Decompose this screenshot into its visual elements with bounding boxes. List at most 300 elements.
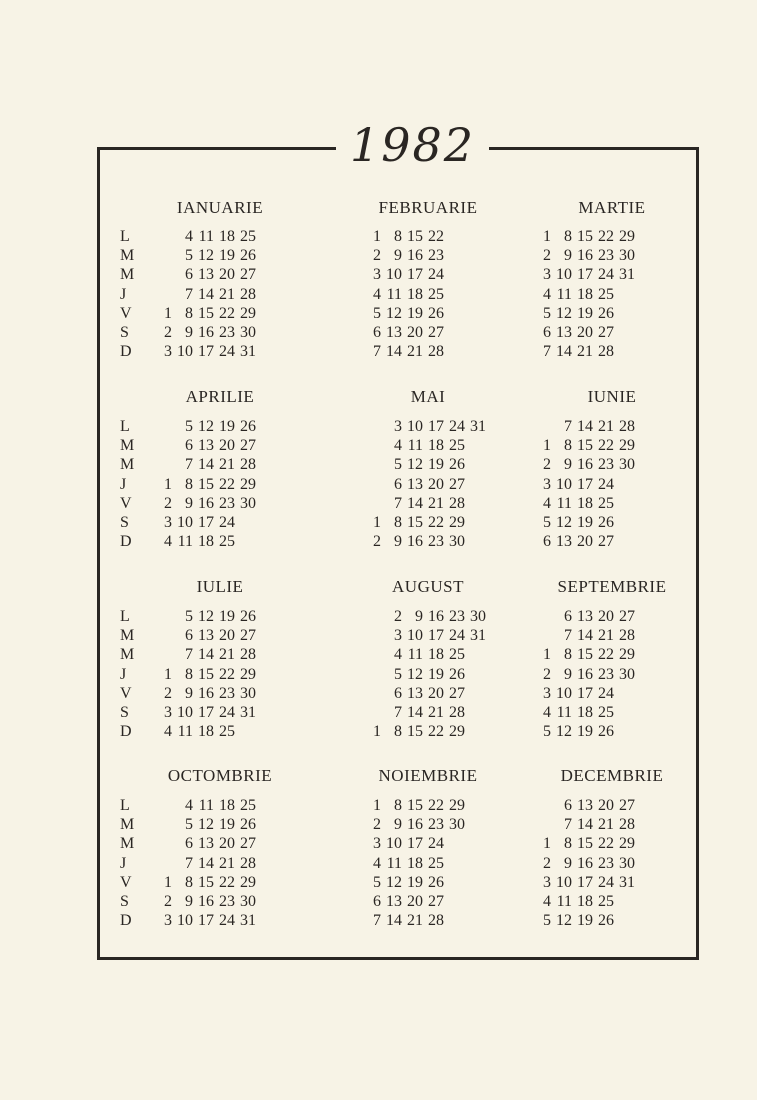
day-number: 24 [219,704,235,721]
day-number: 8 [394,723,402,741]
month-title: DECEMBRIE [560,766,664,785]
day-number: 3 [164,514,172,531]
weekday-label: L [120,608,130,625]
day-number: 20 [428,475,444,493]
day-number: 7 [185,285,193,303]
day-number: 19 [428,456,444,474]
day-number: 23 [449,608,465,625]
day-number: 27 [449,684,465,702]
day-number: 19 [577,304,593,322]
day-number: 22 [428,514,444,531]
day-number: 21 [219,285,235,303]
day-number: 1 [373,723,381,741]
weekday-label: S [120,514,129,531]
day-number: 18 [198,533,214,551]
day-number: 21 [219,456,235,474]
day-number: 16 [577,665,593,683]
month-title: NOIEMBRIE [378,766,478,785]
weekday-label: J [120,285,127,303]
day-number: 1 [543,835,551,853]
weekday-label: M [120,646,135,664]
day-number: 5 [185,418,193,435]
day-number: 26 [240,608,256,625]
day-number: 12 [386,304,402,322]
day-number: 24 [598,266,614,284]
day-number: 24 [598,873,614,891]
day-number: 30 [240,494,256,512]
day-number: 16 [428,608,444,625]
day-number: 17 [428,418,444,435]
day-number: 6 [543,533,551,551]
day-number: 13 [198,266,214,284]
day-number: 25 [598,285,614,303]
day-number: 10 [386,266,402,284]
day-number: 27 [619,608,635,625]
day-number: 27 [240,627,256,645]
day-number: 29 [449,797,465,814]
year-title-wrap [336,118,489,172]
day-number: 23 [428,816,444,834]
day-number: 20 [598,608,614,625]
day-number: 5 [394,665,402,683]
month-title: SEPTEMBRIE [557,577,667,596]
day-number: 31 [619,266,635,284]
day-number: 20 [219,437,235,455]
day-number: 16 [577,854,593,872]
day-number: 26 [240,816,256,834]
day-number: 16 [407,816,423,834]
day-number: 2 [373,533,381,551]
day-number: 24 [449,627,465,645]
day-number: 13 [198,437,214,455]
day-number: 9 [394,816,402,834]
day-number: 7 [373,343,381,361]
day-number: 13 [198,835,214,853]
day-number: 19 [577,514,593,531]
day-number: 6 [185,266,193,284]
day-number: 6 [373,324,381,341]
day-number: 3 [164,343,172,361]
day-number: 14 [577,418,593,435]
day-number: 2 [164,893,172,910]
day-number: 13 [556,324,572,341]
month-title: IULIE [196,577,244,596]
day-number: 9 [185,324,193,341]
day-number: 9 [394,533,402,551]
day-number: 17 [577,266,593,284]
day-number: 19 [219,247,235,265]
day-number: 23 [598,854,614,872]
weekday-label: S [120,704,129,721]
weekday-label: J [120,475,127,493]
day-number: 10 [177,343,193,361]
day-number: 21 [598,627,614,645]
day-number: 22 [428,797,444,814]
day-number: 16 [577,247,593,265]
day-number: 3 [164,912,172,930]
day-number: 15 [407,228,423,245]
day-number: 18 [198,723,214,741]
day-number: 28 [240,456,256,474]
day-number: 10 [407,627,423,645]
day-number: 13 [386,893,402,910]
day-number: 11 [198,797,214,814]
day-number: 8 [564,835,572,853]
day-number: 30 [449,533,465,551]
weekday-label: M [120,456,135,474]
day-number: 29 [240,873,256,891]
day-number: 4 [394,437,402,455]
day-number: 30 [470,608,486,625]
month-title: MARTIE [578,198,646,217]
day-number: 4 [543,285,551,303]
day-number: 21 [428,494,444,512]
day-number: 11 [556,494,572,512]
day-number: 20 [407,893,423,910]
day-number: 23 [219,494,235,512]
day-number: 24 [219,514,235,531]
day-number: 24 [428,266,444,284]
day-number: 14 [407,494,423,512]
day-number: 29 [240,665,256,683]
day-number: 13 [198,627,214,645]
day-number: 27 [240,266,256,284]
day-number: 27 [598,533,614,551]
day-number: 12 [198,247,214,265]
day-number: 19 [219,608,235,625]
day-number: 15 [577,228,593,245]
day-number: 27 [428,324,444,341]
day-number: 12 [198,816,214,834]
day-number: 6 [394,475,402,493]
weekday-label: L [120,418,130,435]
day-number: 4 [164,723,172,741]
day-number: 15 [577,437,593,455]
day-number: 23 [219,684,235,702]
day-number: 4 [543,893,551,910]
day-number: 6 [185,437,193,455]
day-number: 5 [373,873,381,891]
day-number: 4 [394,646,402,664]
year-title: 1982 [350,118,476,172]
day-number: 11 [407,646,423,664]
day-number: 4 [185,797,193,814]
weekday-label: V [120,304,132,322]
day-number: 3 [543,873,551,891]
day-number: 19 [577,912,593,930]
day-number: 7 [185,456,193,474]
day-number: 1 [164,304,172,322]
day-number: 28 [598,343,614,361]
day-number: 14 [386,343,402,361]
day-number: 14 [577,816,593,834]
day-number: 5 [185,608,193,625]
day-number: 28 [428,343,444,361]
day-number: 1 [164,665,172,683]
day-number: 18 [577,704,593,721]
day-number: 2 [543,456,551,474]
day-number: 14 [577,627,593,645]
day-number: 15 [407,797,423,814]
day-number: 28 [449,704,465,721]
month-title: IUNIE [587,387,637,406]
day-number: 27 [449,475,465,493]
day-number: 22 [598,646,614,664]
day-number: 21 [428,704,444,721]
day-number: 31 [240,704,256,721]
day-number: 6 [185,835,193,853]
day-number: 28 [449,494,465,512]
day-number: 15 [577,646,593,664]
day-number: 25 [598,494,614,512]
weekday-label: L [120,228,130,245]
day-number: 14 [407,704,423,721]
day-number: 13 [386,324,402,341]
day-number: 24 [598,684,614,702]
day-number: 19 [577,723,593,741]
day-number: 25 [240,228,256,245]
day-number: 18 [577,494,593,512]
day-number: 2 [543,854,551,872]
day-number: 22 [428,228,444,245]
day-number: 1 [164,475,172,493]
day-number: 6 [394,684,402,702]
day-number: 5 [185,816,193,834]
day-number: 29 [619,437,635,455]
day-number: 25 [449,437,465,455]
day-number: 11 [386,285,402,303]
day-number: 8 [564,437,572,455]
day-number: 2 [373,247,381,265]
day-number: 7 [185,854,193,872]
day-number: 8 [394,228,402,245]
day-number: 13 [556,533,572,551]
day-number: 8 [185,475,193,493]
day-number: 14 [198,854,214,872]
day-number: 18 [577,893,593,910]
day-number: 15 [198,873,214,891]
day-number: 19 [219,816,235,834]
weekday-label: V [120,873,132,891]
day-number: 11 [556,893,572,910]
day-number: 8 [185,304,193,322]
day-number: 23 [219,324,235,341]
day-number: 22 [219,475,235,493]
day-number: 14 [386,912,402,930]
day-number: 10 [177,514,193,531]
day-number: 27 [619,797,635,814]
day-number: 10 [556,873,572,891]
day-number: 15 [407,514,423,531]
day-number: 11 [386,854,402,872]
day-number: 6 [564,608,572,625]
day-number: 3 [373,266,381,284]
day-number: 15 [577,835,593,853]
day-number: 30 [619,854,635,872]
month-title: APRILIE [185,387,255,406]
day-number: 7 [564,627,572,645]
day-number: 18 [407,285,423,303]
day-number: 11 [198,228,214,245]
day-number: 2 [164,494,172,512]
weekday-label: D [120,343,132,361]
day-number: 4 [373,854,381,872]
day-number: 20 [219,266,235,284]
day-number: 16 [198,324,214,341]
day-number: 1 [543,437,551,455]
day-number: 9 [185,684,193,702]
day-number: 1 [373,228,381,245]
weekday-label: L [120,797,130,814]
day-number: 28 [240,646,256,664]
day-number: 15 [198,304,214,322]
day-number: 7 [543,343,551,361]
day-number: 6 [543,324,551,341]
day-number: 20 [577,533,593,551]
day-number: 10 [177,912,193,930]
day-number: 21 [219,854,235,872]
day-number: 15 [198,475,214,493]
day-number: 15 [407,723,423,741]
day-number: 21 [598,418,614,435]
day-number: 29 [619,646,635,664]
day-number: 26 [449,456,465,474]
day-number: 22 [598,835,614,853]
day-number: 5 [543,304,551,322]
day-number: 19 [407,304,423,322]
day-number: 3 [543,266,551,284]
weekday-label: V [120,684,132,702]
day-number: 25 [219,533,235,551]
day-number: 24 [449,418,465,435]
day-number: 15 [198,665,214,683]
day-number: 9 [185,494,193,512]
day-number: 29 [449,723,465,741]
day-number: 7 [564,418,572,435]
day-number: 9 [564,456,572,474]
day-number: 26 [449,665,465,683]
day-number: 16 [407,533,423,551]
day-number: 22 [219,304,235,322]
day-number: 26 [428,304,444,322]
day-number: 28 [240,854,256,872]
day-number: 20 [407,324,423,341]
day-number: 28 [619,816,635,834]
day-number: 28 [619,627,635,645]
day-number: 5 [185,247,193,265]
day-number: 25 [428,285,444,303]
day-number: 20 [428,684,444,702]
day-number: 22 [428,723,444,741]
day-number: 10 [556,266,572,284]
weekday-label: M [120,247,135,265]
day-number: 25 [598,893,614,910]
day-number: 27 [240,437,256,455]
day-number: 30 [619,247,635,265]
day-number: 17 [198,514,214,531]
day-number: 24 [219,912,235,930]
day-number: 21 [407,912,423,930]
day-number: 20 [219,627,235,645]
day-number: 5 [543,514,551,531]
day-number: 23 [428,247,444,265]
weekday-label: D [120,912,132,930]
day-number: 13 [577,797,593,814]
day-number: 12 [407,456,423,474]
day-number: 17 [577,475,593,493]
weekday-label: S [120,893,129,910]
day-number: 21 [219,646,235,664]
day-number: 26 [240,247,256,265]
day-number: 11 [556,704,572,721]
weekday-label: J [120,665,127,683]
day-number: 27 [598,324,614,341]
day-number: 18 [428,437,444,455]
day-number: 7 [185,646,193,664]
day-number: 28 [240,285,256,303]
day-number: 9 [564,247,572,265]
day-number: 1 [543,646,551,664]
day-number: 29 [449,514,465,531]
day-number: 20 [577,324,593,341]
day-number: 25 [428,854,444,872]
day-number: 12 [198,418,214,435]
day-number: 12 [556,514,572,531]
day-number: 31 [240,343,256,361]
day-number: 30 [240,324,256,341]
day-number: 3 [543,684,551,702]
day-number: 3 [394,627,402,645]
day-number: 10 [386,835,402,853]
day-number: 13 [577,608,593,625]
day-number: 9 [564,665,572,683]
weekday-label: D [120,723,132,741]
day-number: 2 [543,665,551,683]
month-title: AUGUST [392,577,464,596]
day-number: 12 [556,723,572,741]
day-number: 16 [198,494,214,512]
day-number: 13 [407,684,423,702]
day-number: 21 [598,816,614,834]
day-number: 30 [619,665,635,683]
day-number: 31 [470,627,486,645]
month-title: MAI [410,387,446,406]
weekday-label: V [120,494,132,512]
day-number: 3 [373,835,381,853]
day-number: 3 [543,475,551,493]
day-number: 26 [598,304,614,322]
day-number: 23 [598,247,614,265]
day-number: 17 [198,343,214,361]
day-number: 27 [240,835,256,853]
day-number: 29 [240,475,256,493]
day-number: 8 [185,665,193,683]
day-number: 16 [198,893,214,910]
day-number: 18 [577,285,593,303]
month-title: IANUARIE [176,198,264,217]
day-number: 17 [577,684,593,702]
day-number: 31 [470,418,486,435]
day-number: 19 [219,418,235,435]
day-number: 5 [373,304,381,322]
day-number: 10 [407,418,423,435]
day-number: 26 [428,873,444,891]
day-number: 1 [373,514,381,531]
day-number: 14 [556,343,572,361]
day-number: 11 [556,285,572,303]
day-number: 17 [407,835,423,853]
weekday-label: J [120,854,127,872]
